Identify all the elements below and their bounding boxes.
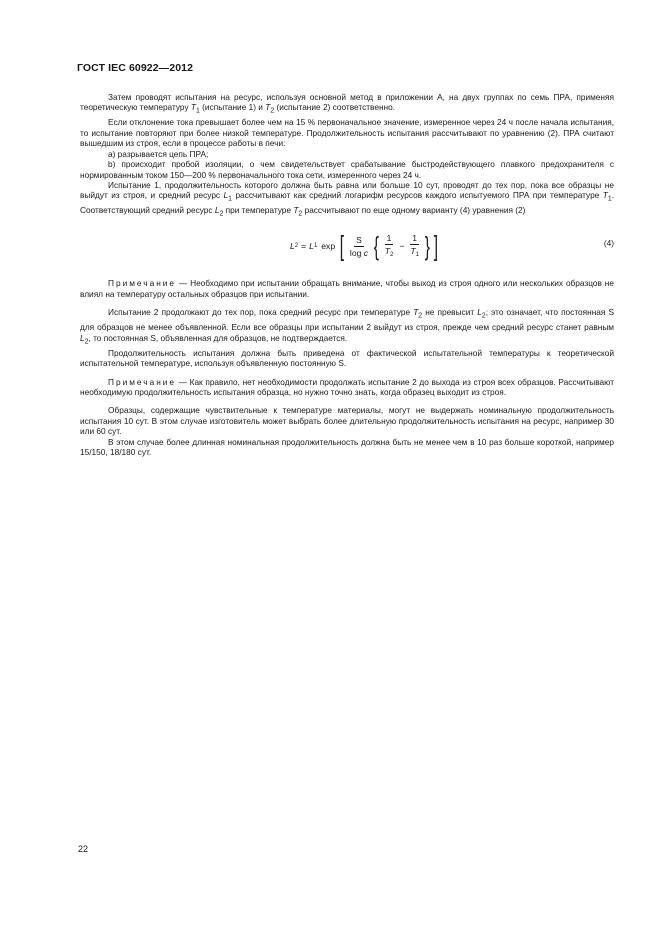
paragraph-sensitive-materials: Образцы, содержащие чувствительные к температуре материалы, могут не выдержать номинальную продолжительность испытания 10 сут. В этом случае изготовитель может выбрать более длительную продолжительность испытания на ресурс, например 30 или 60 сут. bbox=[80, 405, 614, 437]
paragraph-test-groups: Затем проводят испытания на ресурс, используя основной метод в приложении А, на двух группах по семь ПРА, применяя теоретическую температуру $T_1$ (испытание 1) и $T_2$ (испытание 2) соответственно. bbox=[80, 92, 614, 116]
paragraph-test-1: Испытание 1, продолжительность которого должна быть равна или больше 10 сут, проводят до тех пор, пока все образцы не выйдут из строя, и средний ресурс $L_1$ рассчитывают как средний логарифм ресурсов каждого испытуемого ПРА при температуре $T_1$. Соответствующий средний ресурс $L_2$ при температуре $T_2$ рассчитывают по еще одному варианту (4) уравнения (2) bbox=[80, 179, 614, 219]
left-brace: { bbox=[373, 231, 380, 262]
equation-4 bbox=[80, 228, 614, 268]
paragraph-test-2: Испытание 2 продолжают до тех пор, пока средний ресурс при температуре $T_2$ не превысит $L_2$; это означает, что постоянная S для образцов не менее объявленной. Если все образцы при испытании 2 выйдут из строя, прежде чем средний ресурс станет равным $L_2$, то постоянная S, объявленная для образцов, не подтверждается. bbox=[80, 307, 615, 346]
equation-number: (4) bbox=[603, 238, 614, 249]
list-item-b: b) происходит пробой изоляции, о чем свидетельствует срабатывание быстродействующего плавкого предохранителя с нормированным током 150—200 % первоначального тока сети, измеренного через 24 ч. bbox=[80, 159, 614, 180]
standard-header: ГОСТ IEC 60922—2012 bbox=[77, 62, 194, 74]
paragraph-current-deviation: Если отклонение тока превышает более чем на 15 % первоначальное значение, измеренное через 24 ч после начала испытания, то испытание повторяют при более низкой температуре. Продолжительность испытания рассчитывают по уравнению (2). ПРА считают вышедшим из строя, если в процессе работы в печи: bbox=[80, 117, 614, 149]
list-item-a: а) разрывается цепь ПРА; bbox=[108, 148, 209, 159]
fraction-one-over-t2: $\frac{1}{T_2}$ bbox=[384, 232, 394, 258]
paragraph-duration-reduction: Продолжительность испытания должна быть приведена от фактической испытательной температуры к теоретической испытательной температуре, используя объявленную постоянную S. bbox=[80, 347, 614, 369]
page-number: 22 bbox=[78, 844, 89, 854]
formula-expression: L 2 = L 1 exp [ $\frac{S}{\text{log c}}$ { $\frac{1}{T_2}$ − $\frac{1}{T_1}$ } ] bbox=[290, 230, 438, 262]
fraction-s-over-log-c: $\frac{S}{\text{log c}}$ bbox=[349, 234, 369, 258]
right-square-bracket: ] bbox=[433, 230, 438, 262]
note-2: Примечание — Как правило, нет необходимости продолжать испытание 2 до выхода из строя всех образцов. Рассчитывают необходимую продолжительность испытания образца, но нужно точно знать, когда образец выходит из строя. bbox=[80, 376, 614, 397]
document-body bbox=[80, 92, 614, 457]
fraction-one-over-t1: $\frac{1}{T_1}$ bbox=[410, 232, 419, 258]
paragraph-longer-duration: В этом случае более длинная номинальная продолжительность должна быть не менее чем в 10 раз больше короткой, например 15/150, 18/180 сут. bbox=[80, 436, 614, 458]
left-square-bracket: [ bbox=[339, 230, 345, 262]
right-brace: } bbox=[424, 231, 430, 262]
note-1: Примечание — Необходимо при испытании обращать внимание, чтобы выход из строя одного или нескольких образцов не влиял на температуру остальных образцов при испытании. bbox=[80, 278, 614, 299]
